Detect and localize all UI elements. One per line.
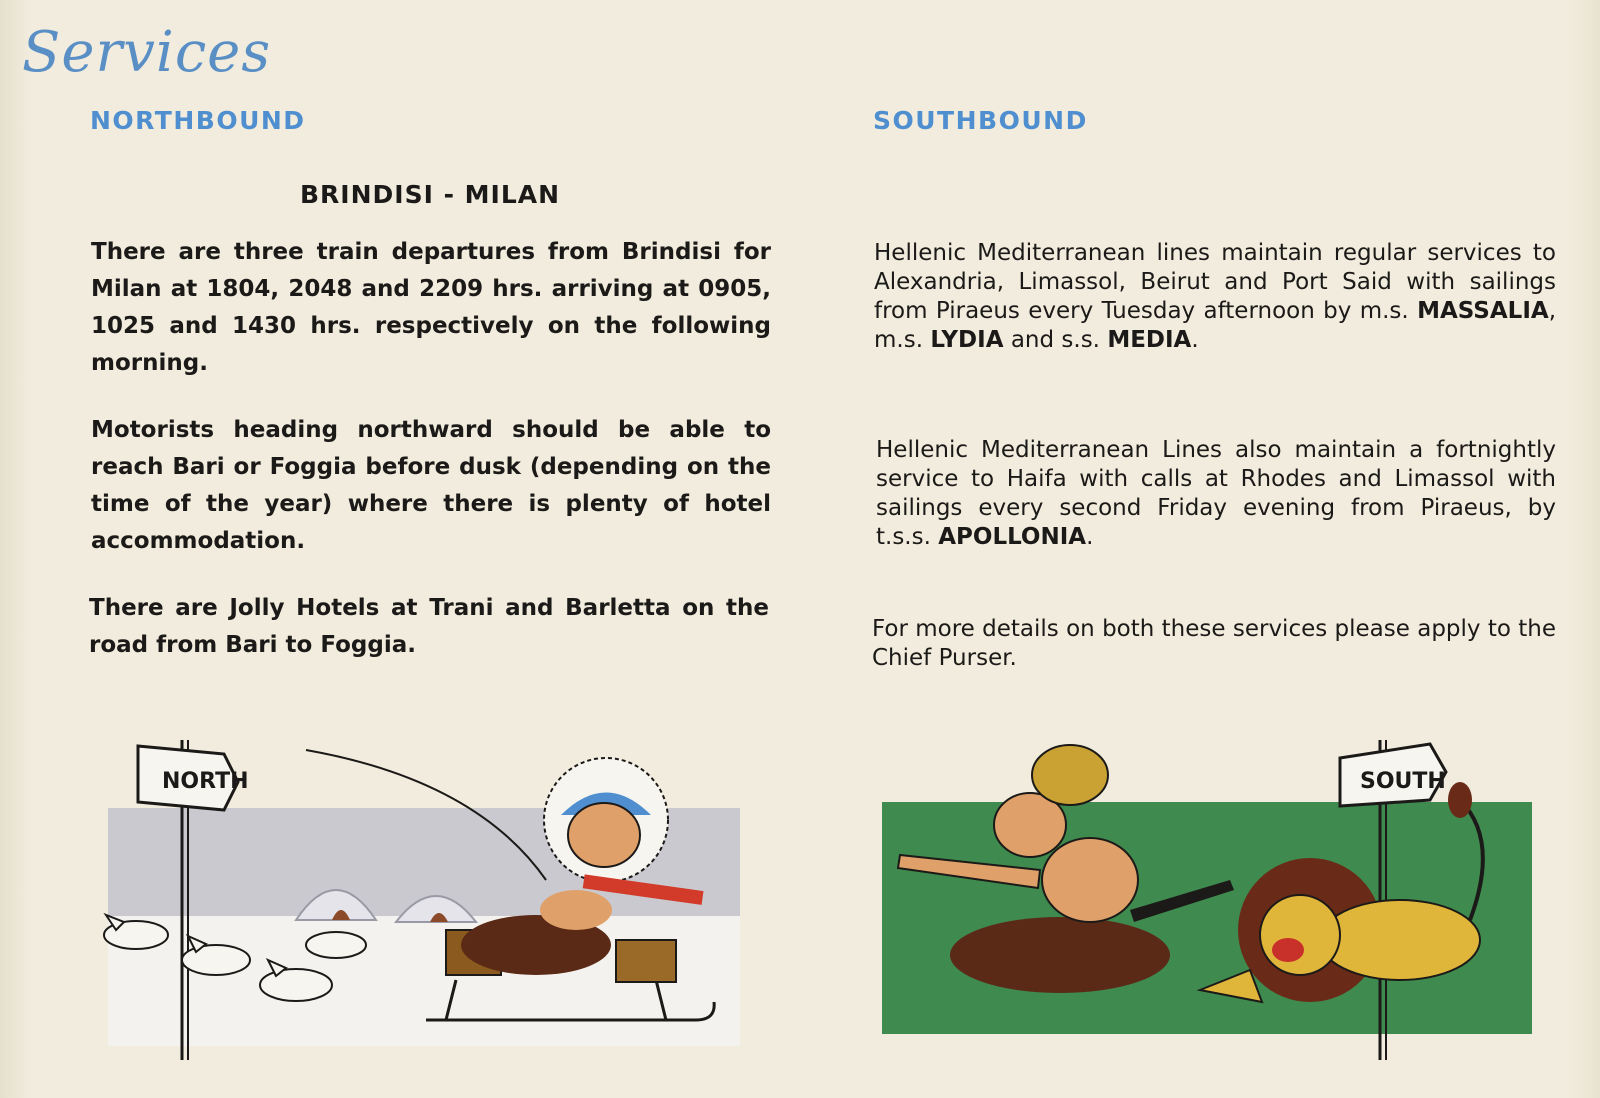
jolly-hotels-paragraph: There are Jolly Hotels at Trani and Barletta on the road from Bari to Foggia. <box>89 595 769 658</box>
ship-media: MEDIA <box>1107 327 1192 353</box>
ship-lydia: LYDIA <box>930 327 1004 353</box>
south-sign-label: SOUTH <box>1360 769 1446 794</box>
face <box>568 803 640 867</box>
motorists-paragraph: Motorists heading northward should be able to reach Bari or Foggia before dusk (depending on the time of the year) where there is plenty of hotel accommodation. <box>91 417 771 554</box>
haifa-service-paragraph: Hellenic Mediterranean Lines also maintain a fortnightly service to Haifa with calls at Rhodes and Limassol with sailings every second Friday evening from Piraeus, by t.s.s. APOLLONIA. <box>876 437 1556 550</box>
page-title: Services <box>22 20 272 85</box>
northbound-heading: NORTHBOUND <box>90 106 306 135</box>
ship-apollonia: APOLLONIA <box>938 524 1087 550</box>
north-illustration <box>96 740 756 1070</box>
pith-helmet <box>1032 745 1108 805</box>
lion-mouth <box>1272 938 1304 962</box>
route-heading: BRINDISI - MILAN <box>300 180 561 209</box>
torso <box>1042 838 1138 922</box>
train-departures-paragraph: There are three train departures from Brindisi for Milan at 1804, 2048 and 2209 hrs. arriving at 0905, 1025 and 1430 hrs. respectively on the following morning. <box>91 239 771 376</box>
lion-face <box>1260 895 1340 975</box>
luggage-bag <box>616 940 676 982</box>
chief-purser-paragraph: For more details on both these services please apply to the Chief Purser. <box>872 616 1556 671</box>
fur-skirt <box>950 917 1170 993</box>
southbound-heading: SOUTHBOUND <box>873 106 1088 135</box>
ship-massalia: MASSALIA <box>1417 298 1549 324</box>
hellenic-lines-paragraph: Hellenic Mediterranean lines maintain regular services to Alexandria, Limassol, Beirut and Port Said with sailings from Piraeus every Tuesday afternoon by m.s. MASSALIA, m.s. LYDIA and s.s. MEDIA. <box>874 240 1556 353</box>
north-sign-label: NORTH <box>162 769 249 794</box>
south-illustration <box>870 740 1550 1070</box>
lion-body <box>1320 900 1480 980</box>
